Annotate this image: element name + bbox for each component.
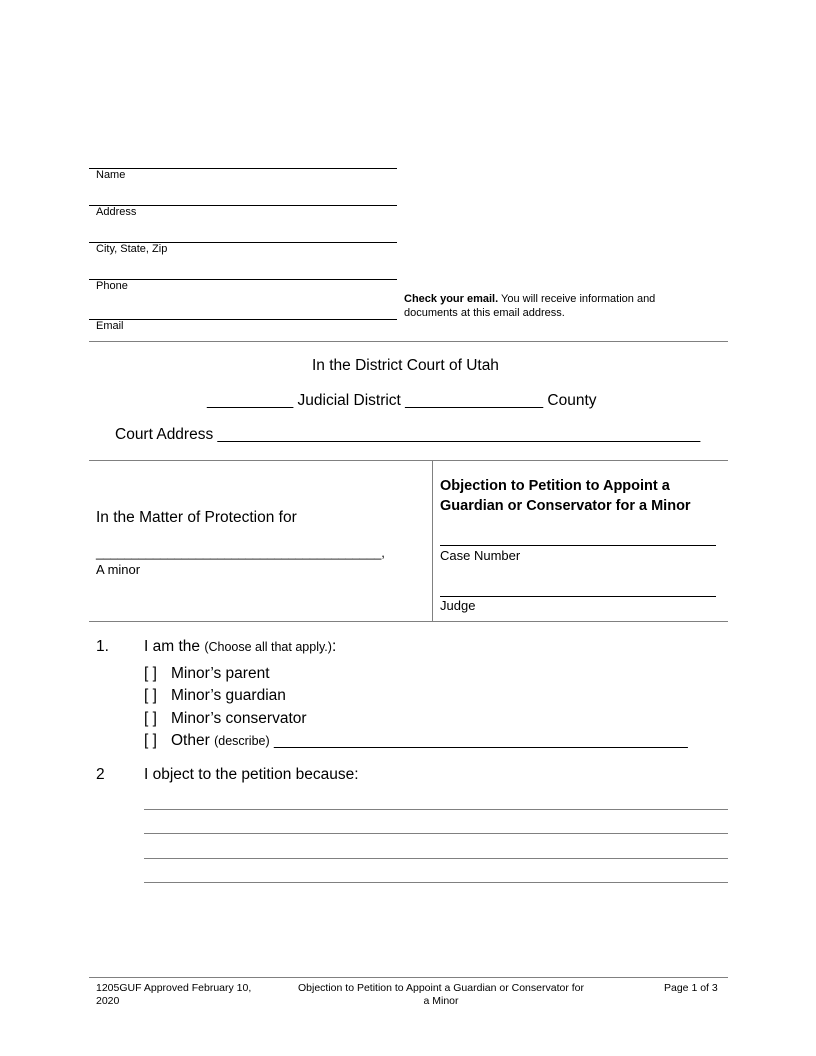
minor-label: A minor [96,562,141,577]
email-line [89,319,397,320]
email-note [404,292,724,320]
email-note-bold: Check your email. [404,293,499,305]
option-label: Other [171,732,210,749]
section2-number: 2 [96,766,105,783]
option-conservator[interactable] [144,710,307,728]
footer-form-id [96,982,276,1008]
email-note-line1: You will receive information and [498,293,656,305]
section1-lead-text: I am the [144,638,205,655]
checkbox[interactable]: [ ] [144,710,157,727]
reason-line-3[interactable] [144,858,728,859]
phone-line [89,279,397,280]
court-address-blank: ________________________________________________________ [217,426,701,443]
phone-label: Phone [96,280,128,292]
contact-divider [89,341,728,342]
section1-number: 1. [96,638,109,655]
judge-label: Judge [440,598,476,613]
reason-line-4[interactable] [144,882,728,883]
option-other-blank[interactable]: ________________________________________________ [273,732,688,749]
name-label: Name [96,169,126,181]
reason-line-2[interactable] [144,833,728,834]
minor-name-blank: ________________________________________, [96,545,385,560]
option-parent[interactable] [144,665,270,683]
footer-title-line1: Objection to Petition to Appoint a Guardian or Conservator for [298,982,584,994]
footer-form-id-line2: 2020 [96,995,120,1007]
caption-bottom-border [89,621,728,622]
caption-top-border [89,460,728,461]
caption-divider [432,460,433,622]
option-label: Minor’s guardian [171,687,286,704]
checkbox[interactable]: [ ] [144,732,157,749]
email-note-line2: documents at this email address. [404,307,565,319]
city-state-zip-label: City, State, Zip [96,243,168,255]
section1-lead-colon: : [331,638,337,655]
footer-page-number: Page 1 of 3 [664,982,718,994]
footer-title [286,982,596,1008]
option-other[interactable] [144,732,688,750]
option-label: Minor’s parent [171,665,270,682]
option-label: Minor’s conservator [171,710,307,727]
section1-lead [144,638,336,656]
footer-rule [89,977,728,978]
checkbox[interactable]: [ ] [144,687,157,704]
email-label: Email [96,320,124,332]
matter-label: In the Matter of Protection for [96,509,297,526]
option-guardian[interactable] [144,687,286,705]
section2-text: I object to the petition because: [144,766,359,783]
court-address-label: Court Address [115,426,214,443]
section1-lead-small: (Choose all that apply.) [204,640,332,654]
address-label: Address [96,206,137,218]
case-number-line [440,545,716,546]
footer-title-line2: a Minor [423,995,459,1007]
option-other-small: (describe) [214,734,270,748]
judge-line [440,596,716,597]
reason-line-1[interactable] [144,809,728,810]
court-heading: In the District Court of Utah [312,357,499,374]
form-title [440,476,730,516]
form-title-line2: Guardian or Conservator for a Minor [440,498,691,514]
district-county-line: __________ Judicial District ________________ County [207,392,597,409]
court-address-row [115,426,700,444]
case-number-label: Case Number [440,548,521,563]
form-title-line1: Objection to Petition to Appoint a [440,478,670,494]
name-line [89,168,397,169]
checkbox[interactable]: [ ] [144,665,157,682]
footer-form-id-line1: 1205GUF Approved February 10, [96,982,252,994]
